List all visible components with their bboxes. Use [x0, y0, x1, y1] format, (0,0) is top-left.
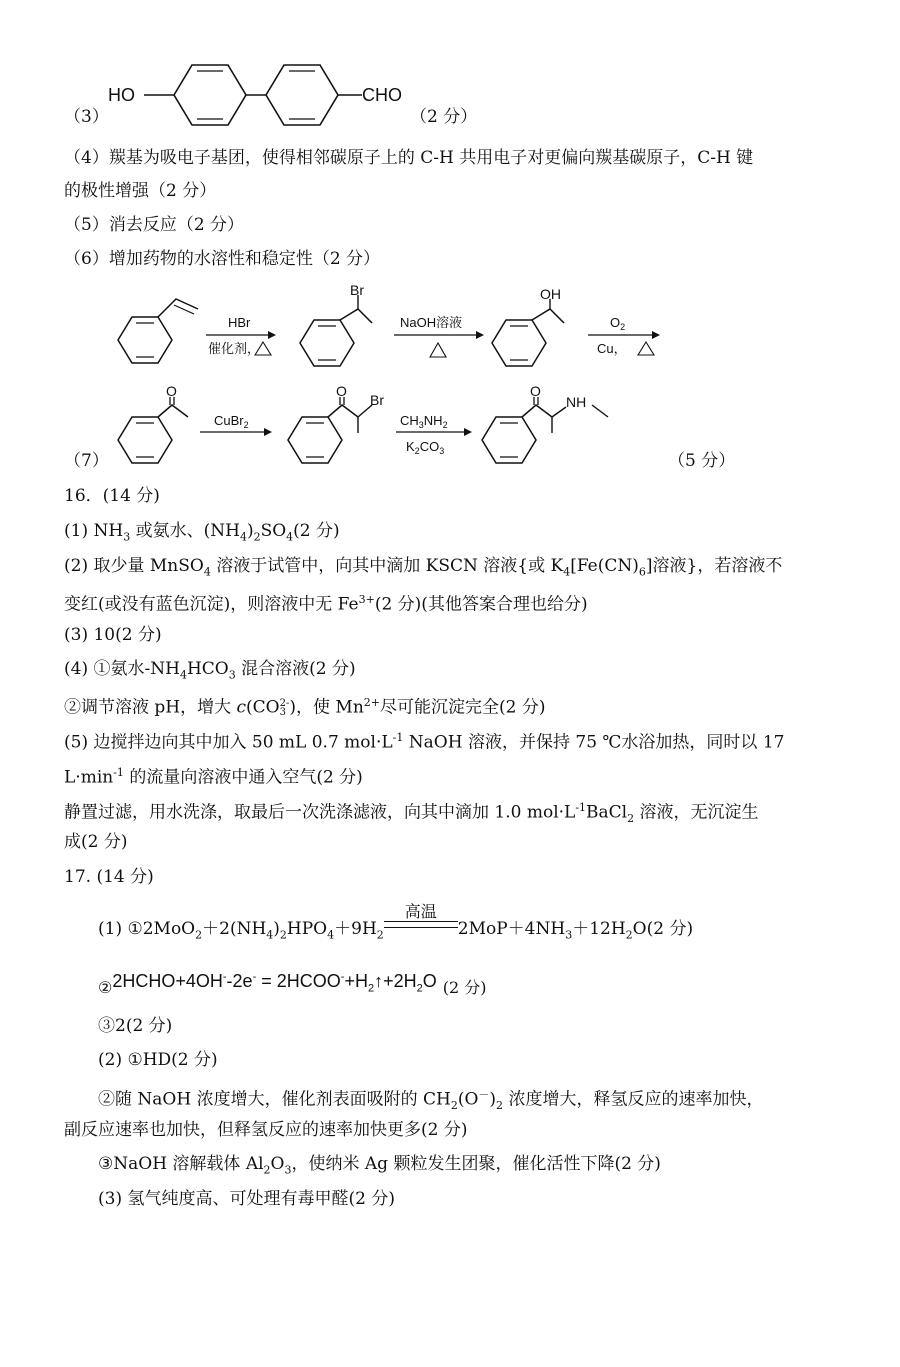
q16-p4-2: ②调节溶液 pH，增大 c(CO 2- 3 )，使 $Mn^{2+}$尽可能沉淀完全(2 分): [64, 696, 546, 719]
q16-p6-line1: 静置过滤，用水洗涤，取最后一次洗涤滤液，向其中滴加 1.0 $mol\cdot L^{-1}BaCl_2$ 溶液，无沉淀生: [64, 801, 759, 826]
reagent-hbr: HBr: [228, 315, 251, 330]
q15-6: （6）增加药物的水溶性和稳定性（2 分）: [64, 249, 381, 269]
reagent-o2: $O_2$: [610, 315, 626, 332]
q17-p2-3: ③NaOH 溶解载体 $Al_2O_3$，使纳米 Ag 颗粒发生团聚，催化活性下降(2 分): [98, 1154, 661, 1177]
q17-p2-1: (2) ①HD(2 分): [98, 1050, 218, 1070]
q16-p6-line2: 成(2 分): [64, 832, 128, 852]
q15-7-label: （7）: [64, 451, 109, 471]
q15-5: （5）消去反应（2 分）: [64, 215, 245, 235]
q16-p2-line2: 变红(或没有蓝色沉淀)，则溶液中无 $Fe^{3+}(2$ 分)(其他答案合理也给分): [64, 593, 588, 615]
synthesis-scheme-row1: [100, 285, 680, 380]
q15-4-line1: （4）羰基为吸电子基团，使得相邻碳原子上的 C-H 共用电子对更偏向羰基碳原子，C-H 键: [64, 148, 754, 168]
q15-3-score: （2 分）: [410, 107, 478, 127]
condition-catalyst: 催化剂，: [208, 341, 261, 356]
o-1: O: [166, 385, 177, 399]
q16-p5-line2: $L\cdot\min^{-1}$ 的流量向溶液中通入空气(2 分): [64, 766, 363, 788]
reagent-ch3nh2: $CH_3NH_2$: [400, 413, 448, 430]
reagent-k2co3: $K_2CO_3$: [406, 439, 445, 456]
nh-group: NH: [566, 394, 587, 410]
q16-title: 16．(14 分): [64, 486, 160, 506]
heat-triangle-3: [638, 342, 654, 355]
oh-1: OH: [540, 286, 561, 302]
q17-p2-2-line2: 副反应速率也加快，但释氢反应的速率加快更多(2 分): [64, 1120, 468, 1140]
eq1-condition: 高温: [404, 902, 437, 921]
q15-4-line2: 的极性增强（2 分）: [64, 181, 217, 201]
reagent-cubr2: CuBr$_2$: [214, 413, 249, 430]
q16-p3: (3) 10(2 分): [64, 625, 162, 645]
o-2: O: [336, 385, 347, 399]
q16-p5-line1: (5) 边搅拌边向其中加入 50 mL 0.7 $mol\cdot L^{-1}$ NaOH 溶液，并保持 75 ℃水浴加热，同时以 17: [64, 731, 785, 753]
reagent-naoh: NaOH溶液: [400, 315, 463, 330]
q15-3-structure: [100, 55, 420, 135]
q16-p1: (1) $NH_3$ 或氨水、$(NH_4)_2SO_4(2$ 分): [64, 521, 340, 544]
q16-p4-1: (4) ①氨水$-NH_4HCO_3$ 混合溶液(2 分): [64, 659, 356, 682]
q17-p3: ③2(2 分): [98, 1016, 173, 1036]
o-3: O: [530, 385, 541, 399]
q16-p2-line1: (2) 取少量 MnSO$_4$ 溶液于试管中，向其中滴加 KSCN 溶液{或 $K_4[Fe(CN)_6]$溶液}，若溶液不: [64, 556, 783, 579]
q17-eq2: ②2HCHO+4OH--2e- = $2HCOO^-+H_2↑+2H_2O$ (2 分): [98, 971, 487, 997]
q17-eq1: (1) $①2MoO_2+2(NH_4)_2HPO_4+9H_2$ 高温 $2MoP+4NH_3+12H_2O(2$ 分): [98, 902, 694, 942]
cho-group: CHO: [362, 85, 402, 105]
synthesis-scheme-row2: [100, 385, 660, 475]
q17-p3-final: (3) 氢气纯度高、可处理有毒甲醛(2 分): [98, 1189, 395, 1209]
br-1: Br: [350, 285, 364, 298]
q15-7-score: （5 分）: [668, 451, 736, 471]
q15-3-label: （3）: [64, 107, 109, 127]
q17-p2-2-line1: ②随 NaOH 浓度增大，催化剂表面吸附的 $CH_2(O^-)_2$ 浓度增大，释氢反应的速率加快，: [98, 1088, 764, 1113]
condition-cu: Cu，: [597, 341, 627, 356]
q17-title: 17. (14 分): [64, 867, 154, 887]
br-2: Br: [370, 392, 384, 408]
heat-triangle-2: [430, 343, 446, 357]
ho-group: HO: [108, 85, 135, 105]
